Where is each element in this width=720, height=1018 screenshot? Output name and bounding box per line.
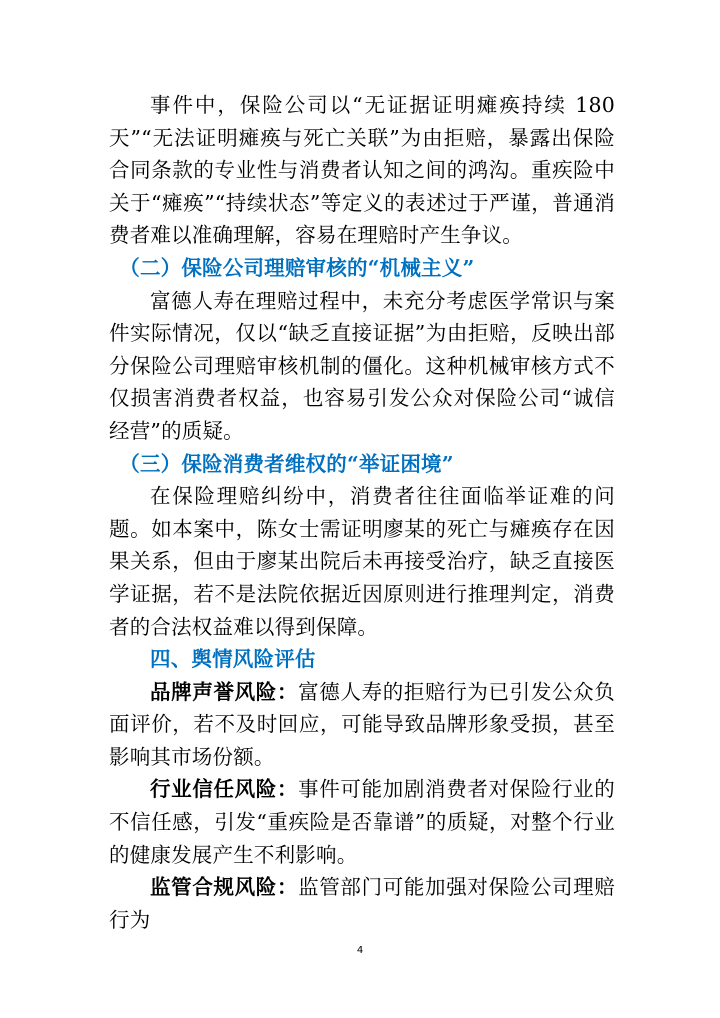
risk-text-brand: 富德人寿的拒赔行为已引发公众负面评价，若不及时回应，可能导致品牌形象受损，甚至影响其市场份额。 (109, 679, 616, 769)
paragraph-contract-clauses: 事件中，保险公司以“无证据证明瘫痪持续 180 天”“无法证明瘫痪与死亡关联”为由拒赔，暴露出保险合同条款的专业性与消费者认知之间的鸿沟。重疾险中关于“瘫痪”“持续状态”等定义的表述过于严谨，普通消费者难以准确理解，容易在理赔时产生争议。 (109, 93, 615, 248)
section-heading-mechanical-review: （二）保险公司理赔审核的“机械主义” (119, 255, 475, 280)
risk-term-industry: 行业信任风险： (150, 777, 299, 802)
risk-text-regulatory: 监管部门可能加强对保险公司理赔行为 (109, 875, 616, 932)
paragraph-mechanical-review: 富德人寿在理赔过程中，未充分考虑医学常识与案件实际情况，仅以“缺乏直接证据”为由拒赔，反映出部分保险公司理赔审核机制的僵化。这种机械审核方式不仅损害消费者权益，也容易引发公众对保险公司“诚信经营”的质疑。 (109, 288, 615, 443)
paragraph-regulatory-risk (109, 871, 615, 936)
paragraph-burden-of-proof: 在保险理赔纠纷中，消费者往往面临举证难的问题。如本案中，陈女士需证明廖某的死亡与瘫痪存在因果关系，但由于廖某出院后未再接受治疗，缺乏直接医学证据，若不是法院依据近因原则进行推理判定，消费者的合法权益难以得到保障。 (109, 484, 615, 639)
section-heading-risk-assessment: 四、舆情风险评估 (150, 647, 316, 672)
risk-text-industry: 事件可能加剧消费者对保险行业的不信任感，引发“重疾险是否靠谱”的质疑，对整个行业的健康发展产生不利影响。 (109, 777, 616, 867)
risk-term-regulatory: 监管合规风险： (150, 875, 299, 900)
document-body (109, 89, 615, 936)
page-number: 4 (356, 945, 364, 956)
section-heading-burden-of-proof: （三）保险消费者维权的“举证困境” (119, 451, 454, 476)
paragraph-brand-risk (109, 676, 615, 774)
paragraph-industry-risk (109, 773, 615, 871)
risk-term-brand: 品牌声誉风险： (150, 679, 299, 704)
